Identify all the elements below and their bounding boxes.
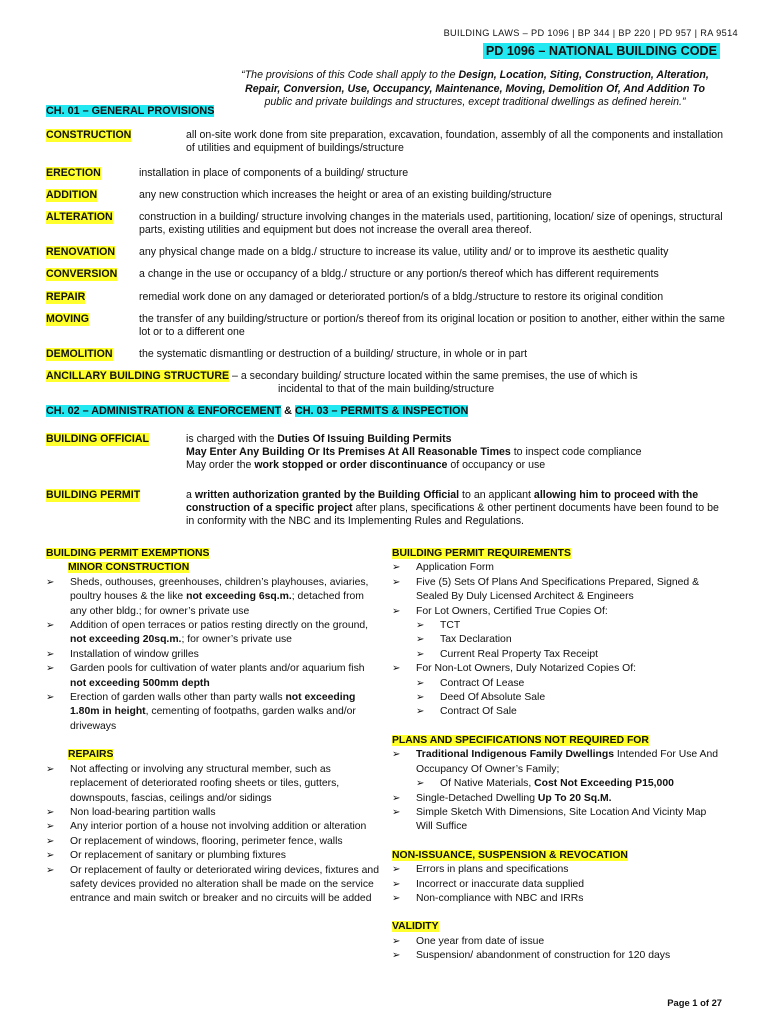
term-definition: – a secondary building/ structure located within the same premises, the use of which is [229, 370, 638, 382]
term-label: CONSTRUCTION [46, 129, 132, 141]
official-duty-2 [186, 446, 728, 459]
requirements-list [392, 561, 722, 719]
official-duty-3 [186, 459, 728, 472]
text: after plans, specifications & other pertinent documents have been found to be in conformity with the NBC and its Implementing Rules and Regulations. [186, 502, 719, 527]
list-item [46, 648, 381, 662]
chapter-amp: & [281, 405, 295, 417]
repairs-list [46, 763, 381, 907]
term-label: MOVING [46, 313, 89, 325]
intro-lead: “The provisions of this Code shall apply to the [241, 69, 459, 81]
text: to an applicant [459, 489, 534, 501]
list-item: ➢ Non load-bearing partition walls [46, 806, 381, 820]
list-item [392, 605, 722, 663]
list-item [392, 748, 722, 791]
list-item [46, 662, 381, 691]
text: Erection of garden walls other than party walls [70, 692, 286, 704]
list-item: ➢ Non-compliance with NBC and IRRs [392, 892, 722, 906]
text: Single-Detached Dwelling [416, 792, 538, 804]
text-bold: not exceeding 6sq.m. [186, 591, 292, 603]
chapter-01-title: CH. 01 – GENERAL PROVISIONS [46, 105, 215, 117]
validity-title: VALIDITY [392, 921, 439, 933]
text-bold: written authorization granted by the Building Official [194, 489, 460, 501]
text: is charged with the [186, 433, 278, 445]
native-materials-sub [416, 777, 722, 791]
text-bold: Traditional Indigenous Family Dwellings [416, 749, 615, 761]
text-bold: not exceeding 20sq.m. [70, 634, 182, 646]
term-ancillary [46, 370, 728, 396]
list-item: ➢ Deed Of Absolute Sale [416, 691, 722, 705]
text: For Non-Lot Owners, Duly Notarized Copies Of: [416, 663, 637, 675]
list-item: ➢ Errors in plans and specifications [392, 863, 722, 877]
list-item [46, 619, 381, 648]
list-item: ➢ Suspension/ abandonment of construction for 120 days [392, 949, 722, 963]
text: Garden pools for cultivation of water plants and/or aquarium fish [70, 663, 365, 675]
list-item: ➢ Application Form [392, 561, 722, 575]
text: Of Native Materials, [440, 778, 535, 790]
not-required-title: PLANS AND SPECIFICATIONS NOT REQUIRED FOR [392, 734, 649, 746]
term-definition: the transfer of any building/structure or portion/s thereof from its original location or position to another, either within the same lot or to a different one [139, 313, 725, 338]
list-item [392, 662, 722, 720]
list-item [46, 691, 381, 734]
chapter-03-title: CH. 03 – PERMITS & INSPECTION [294, 405, 469, 417]
term-label: ERECTION [46, 167, 101, 179]
list-item: ➢ Not affecting or involving any structural member, such as replacement of deteriorated roofing sheets or tiles, gutters, downspouts, fascias, ceilings and/or sidings [46, 763, 381, 806]
term-definition [186, 433, 728, 472]
text: ; detached from any other bldg.; for owner’s private use [70, 591, 364, 617]
not-required-list [392, 748, 722, 834]
intro-bold: Design, Location, Siting, Construction, Alteration, Repair, Conversion, Use, Occupancy, Maintenance, Moving, Demolition Of, And Addition To [245, 69, 709, 95]
term-construction [46, 129, 728, 155]
text: Installation of window grilles [70, 648, 199, 660]
repairs-title: REPAIRS [68, 749, 114, 761]
term-definition: a change in the use or occupancy of a bldg./ structure or any portion/s thereof which has different requirements [139, 268, 659, 280]
term-definition: all on-site work done from site preparation, excavation, foundation, assembly of all the components and installation of utilities and equipment of buildings/structure [186, 129, 724, 154]
list-item: ➢ Or replacement of windows, flooring, perimeter fence, walls [46, 835, 381, 849]
list-item: ➢ Any interior portion of a house not involving addition or alteration [46, 820, 381, 834]
validity-heading [392, 920, 722, 934]
list-item: ➢ Or replacement of sanitary or plumbing fixtures [46, 849, 381, 863]
term-definition: any new construction which increases the height or area of an existing building/structure [139, 189, 552, 201]
term-definition: remedial work done on any damaged or deteriorated portion/s of a bldg./structure to restore its original condition [139, 291, 664, 303]
exemptions-heading [46, 547, 381, 561]
text: Sheds, outhouses, greenhouses, children’s playhouses, aviaries, poultry houses & the like [70, 576, 369, 603]
list-item: ➢ Five (5) Sets Of Plans And Specifications Prepared, Signed & Sealed By Duly Licensed Architect & Engineers [392, 576, 722, 605]
text: to inspect code compliance [510, 446, 642, 458]
term-definition: the systematic dismantling or destruction of a building/ structure, in whole or in part [139, 348, 528, 360]
requirements-title: BUILDING PERMIT REQUIREMENTS [392, 548, 571, 559]
chapter-02-title: CH. 02 – ADMINISTRATION & ENFORCEMENT [46, 405, 282, 417]
term-label: ANCILLARY BUILDING STRUCTURE [46, 370, 230, 382]
text-bold: Duties Of Issuing Building Permits [277, 433, 452, 445]
text: , cementing of footpaths, garden walks and/or driveways [70, 706, 356, 732]
list-item: ➢ Contract Of Lease [416, 677, 722, 691]
term-definition-cont: incidental to that of the main building/structure [278, 383, 495, 395]
document-title: PD 1096 – NATIONAL BUILDING CODE [483, 43, 720, 59]
term-label: ADDITION [46, 189, 98, 201]
term-label: RENOVATION [46, 246, 116, 258]
text: ; for owner’s private use [181, 634, 292, 646]
official-duty-1 [186, 433, 728, 446]
validity-list [392, 935, 722, 964]
term-definition: installation in place of components of a building/ structure [139, 167, 409, 179]
term-label: REPAIR [46, 291, 86, 303]
term-label: CONVERSION [46, 268, 118, 280]
list-item: ➢ Simple Sketch With Dimensions, Site Location And Vicinty Map Will Suffice [392, 806, 722, 835]
nonlot-owner-docs [416, 677, 722, 720]
list-item: ➢ Contract Of Sale [416, 705, 722, 719]
not-required-heading [392, 734, 722, 748]
exemptions-column [46, 547, 381, 907]
term-label: ALTERATION [46, 211, 113, 223]
text: May order the [186, 459, 255, 471]
text-bold: Cost Not Exceeding P15,000 [534, 778, 674, 790]
term-label: DEMOLITION [46, 348, 113, 360]
text-bold: work stopped or order discontinuance [254, 459, 448, 471]
intro-tail: public and private buildings and structures, except traditional dwellings as defined herein.” [264, 96, 686, 109]
page-number: Page 1 of 27 [667, 997, 722, 1008]
nonissuance-title: NON-ISSUANCE, SUSPENSION & REVOCATION [392, 849, 628, 861]
list-item: ➢ One year from date of issue [392, 935, 722, 949]
term-definition: construction in a building/ structure involving changes in the materials used, partitioning, location/ size of openings, structural parts, existing utilities and equipment but does not increase the overall area thereof. [139, 211, 723, 236]
chapter-02-heading [46, 405, 468, 418]
text: For Lot Owners, Certified True Copies Of: [416, 605, 608, 617]
list-item [46, 576, 381, 619]
lot-owner-docs [416, 619, 722, 662]
running-header: BUILDING LAWS – PD 1096 | BP 344 | BP 220 | PD 957 | RA 9514 [443, 28, 738, 38]
term-label: BUILDING PERMIT [46, 489, 141, 501]
requirements-column [392, 547, 722, 964]
nonissuance-list [392, 863, 722, 906]
minor-title: MINOR CONSTRUCTION [68, 562, 190, 574]
text-bold: allowing him to proceed with the construction of a specific project [186, 489, 699, 514]
intro-quote [230, 69, 720, 110]
minor-list [46, 576, 381, 734]
text: Addition of open terraces or patios resting directly on the ground, [70, 620, 369, 632]
text-bold: not exceeding 1.80m in height [70, 692, 356, 718]
chapter-01-heading [46, 105, 214, 118]
term-definition: any physical change made on a bldg./ structure to increase its value, utility and/ or to improve its aesthetic quality [139, 246, 669, 258]
text: a [186, 489, 195, 501]
text-bold: not exceeding 500mm depth [70, 677, 210, 689]
nonissuance-heading [392, 849, 722, 863]
term-label: BUILDING OFFICIAL [46, 433, 149, 445]
term-definition [186, 489, 728, 528]
text: of occupancy or use [447, 459, 546, 471]
requirements-heading [392, 547, 722, 561]
minor-heading [46, 561, 381, 575]
list-item: ➢ TCT [416, 619, 722, 633]
list-item: ➢ Tax Declaration [416, 633, 722, 647]
list-item: ➢ Current Real Property Tax Receipt [416, 648, 722, 662]
list-item [416, 777, 722, 791]
text: Intended For Use And Occupancy Of Owner’s Family; [416, 749, 719, 775]
list-item [392, 792, 722, 806]
text-bold: Up To 20 Sq.M. [537, 792, 612, 804]
list-item: ➢ Incorrect or inaccurate data supplied [392, 878, 722, 892]
exemptions-title: BUILDING PERMIT EXEMPTIONS [46, 548, 210, 559]
list-item: ➢ Or replacement of faulty or deteriorated wiring devices, fixtures and safety devices provided no alteration shall be made on the service entrance and main switch or breaker and no circuits will be added [46, 864, 381, 907]
text-bold: May Enter Any Building Or Its Premises At All Reasonable Times [186, 446, 511, 458]
repairs-heading [46, 748, 381, 762]
